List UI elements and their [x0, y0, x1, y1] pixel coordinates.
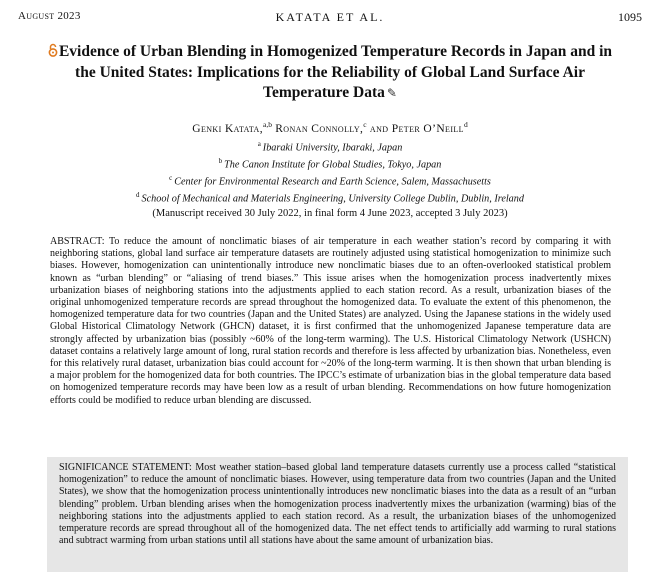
- page-header: [18, 10, 642, 26]
- affiliation-list: [0, 138, 660, 206]
- affiliation-text: Center for Environmental Research and Earth Science, Salem, Massachusetts: [174, 176, 491, 188]
- affiliation-text: School of Mechanical and Materials Engineering, University College Dublin, Dublin, Ireland: [141, 193, 524, 205]
- affiliation: [0, 155, 660, 172]
- affiliation-text: Ibaraki University, Ibaraki, Japan: [262, 142, 403, 154]
- running-head: KATATA ET AL.: [275, 10, 385, 24]
- paper-title: Evidence of Urban Blending in Homogenized Temperature Records in Japan and in the United States: Implications for the Reliability of Global Land Surface Air Temperature Data: [58, 43, 613, 101]
- affiliation-text: The Canon Institute for Global Studies, Tokyo, Japan: [224, 159, 442, 171]
- affiliation-marker: a: [257, 140, 261, 148]
- abstract: ABSTRACT: To reduce the amount of nonclimatic biases of air temperature in each weather station’s record by comparing it with neighboring stations, global land surface air temperature datasets are routinely adjusted using statistical homogenization to minimize such biases. However, homogenization can unintentionally introduce new nonclimatic biases due to an often-overlooked statistical problem known as “urban blending” or “aliasing of trend biases.” This issue arises when the homogenization process inadvertently mixes urbanization biases of neighboring stations into the adjustments applied to each station record. As a result, urbanization biases of the original unhomogenized temperature records are spread throughout the homogenized data. To evaluate the extent of this phenomenon, the homogenized temperature data for two countries (Japan and the United States) are analyzed. Using the Japanese stations in the widely used Global Historical Climatology Network (GHCN) dataset, it is first confirmed that the unhomogenized Japanese temperature data are strongly affected by urbanization bias (possibly ~60% of the long-term warming). The U.S. Historical Climatology Network (USHCN) dataset contains a relatively large amount of long, rural station records and therefore is less affected by urbanization bias. Nonetheless, even for this relatively rural dataset, urbanization bias could account for ~20% of the long-term warming. It is then shown that urban blending is a major problem for the homogenized data for both countries. The IPCC’s estimate of urbanization bias in the global temperature data based on homogenized temperature records may have been low as a result of urban blending. Recommendations on how future homogenization efforts could be modified to reduce urban blending are discussed.: [50, 236, 611, 406]
- pencil-icon[interactable]: ✎: [386, 86, 397, 100]
- affiliation: [0, 172, 660, 189]
- open-access-icon[interactable]: [48, 43, 58, 63]
- author-name: and Peter O’Neill: [369, 122, 464, 135]
- author-name: Genki Katata,: [192, 122, 263, 135]
- significance-statement: SIGNIFICANCE STATEMENT: Most weather station–based global land temperature datasets currently use a process called “statistical homogenization” to reduce the amount of nonclimatic biases. However, using temperature data from two countries (Japan and the United States), we show that the homogenization process unintentionally introduces new nonclimatic biases into the data as a result of an “urban blending” problem. Urban blending arises when the homogenization process inadvertently mixes the urbanization (warming) bias of the neighboring stations into the adjustments applied to each station record. As a result, the urbanization biases of the unhomogenized temperature records are spread throughout all of the homogenized data. The net effect tends to artificially add warming to rural stations and subtract warming from urban stations until all stations have about the same amount of urbanization bias.: [59, 462, 616, 547]
- manuscript-dates: (Manuscript received 30 July 2022, in final form 4 June 2023, accepted 3 July 2023): [152, 208, 508, 219]
- author-name: Ronan Connolly,: [275, 122, 364, 135]
- author-affil-marker: a,b: [262, 120, 272, 129]
- affiliation: [0, 189, 660, 206]
- author-affil-marker: d: [463, 120, 468, 129]
- issue-date: August 2023: [18, 10, 81, 22]
- page-number: 1095: [618, 10, 642, 24]
- affiliation-marker: d: [136, 190, 140, 199]
- affiliation-marker: b: [218, 156, 223, 165]
- author-affil-marker: c: [363, 120, 367, 129]
- author-list: [0, 120, 660, 135]
- significance-statement-box: [47, 457, 628, 572]
- affiliation-marker: c: [169, 173, 173, 182]
- paper-title-block: [40, 42, 620, 103]
- affiliation: [0, 138, 660, 155]
